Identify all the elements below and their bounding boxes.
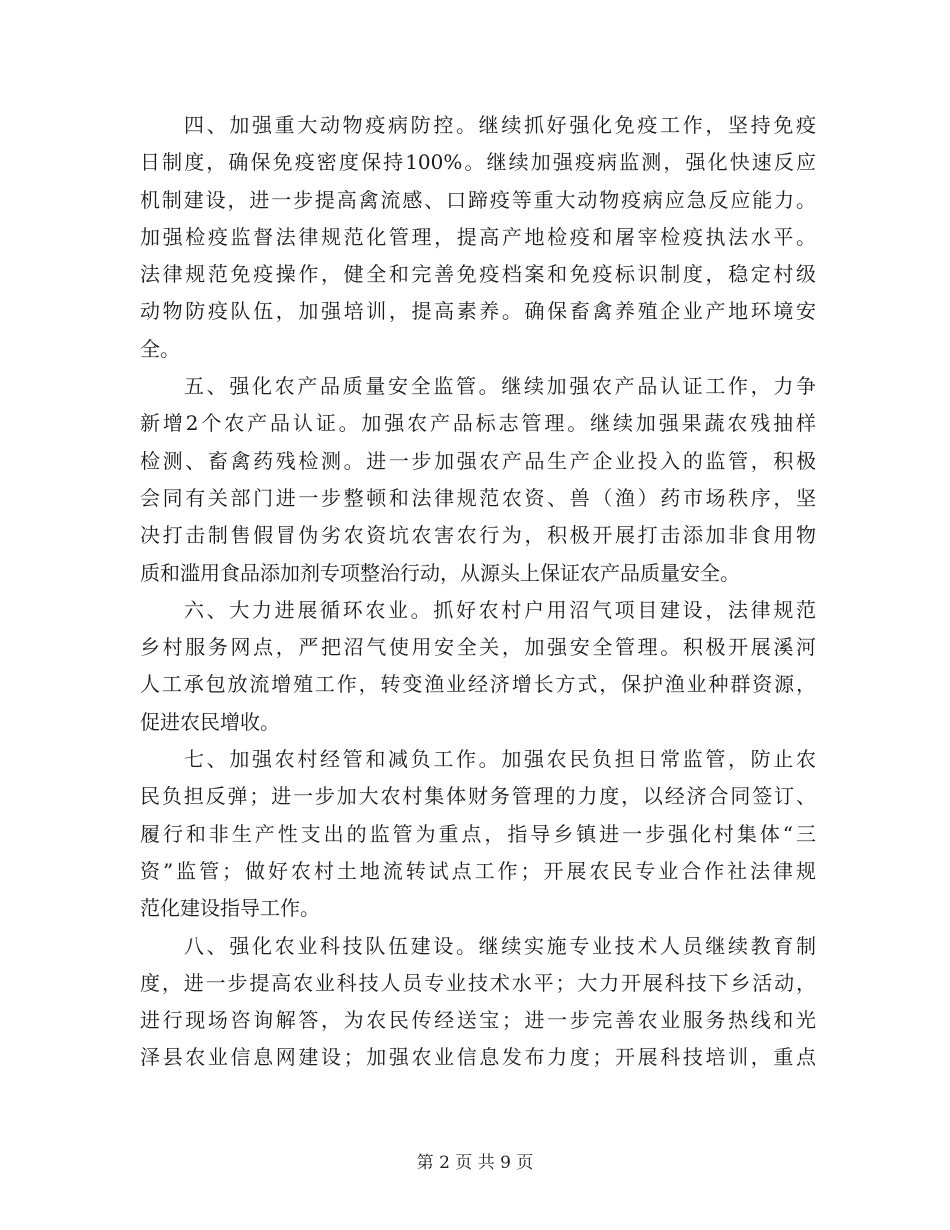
text-line: 法律规范免疫操作，健全和完善免疫档案和免疫标识制度，稳定村级 <box>140 262 816 287</box>
paragraph-rural-management <box>140 741 816 927</box>
text-line: 全。 <box>140 336 180 361</box>
text-line: 决打击制售假冒伪劣农资坑农害农行为，积极开展打击添加非食用物 <box>140 523 816 548</box>
text-line: 日制度，确保免疫密度保持100%。继续加强疫病监测，强化快速反应 <box>140 150 816 175</box>
text-line: 泽县农业信息网建设；加强农业信息发布力度；开展科技培训，重点 <box>140 1045 816 1070</box>
paragraph-tech-team <box>140 928 816 1077</box>
text-line: 会同有关部门进一步整顿和法律规范农资、兽（渔）药市场秩序，坚 <box>140 485 816 510</box>
text-line: 范化建设指导工作。 <box>140 896 320 921</box>
text-line: 检测、畜禽药残检测。进一步加强农产品生产企业投入的监管，积极 <box>140 448 816 473</box>
paragraph-circular-agriculture <box>140 592 816 741</box>
text-line: 四、加强重大动物疫病防控。继续抓好强化免疫工作，坚持免疫 <box>184 113 816 137</box>
document-body <box>140 107 816 1077</box>
text-line: 六、大力进展循环农业。抓好农村户用沼气项目建设，法律规范 <box>184 597 816 622</box>
text-line: 七、加强农村经管和减负工作。加强农民负担日常监管，防止农 <box>184 747 816 772</box>
text-line: 人工承包放流增殖工作，转变渔业经济增长方式，保护渔业种群资源， <box>140 672 816 697</box>
text-line: 民负担反弹；进一步加大农村集体财务管理的力度，以经济合同签订、 <box>140 784 816 809</box>
text-line: 促进农民增收。 <box>140 709 280 734</box>
text-line: 五、强化农产品质量安全监管。继续加强农产品认证工作，力争 <box>184 374 816 399</box>
text-line: 质和滥用食品添加剂专项整治行动，从源头上保证农产品质量安全。 <box>140 560 740 585</box>
text-line: 度，进一步提高农业科技人员专业技术水平；大力开展科技下乡活动， <box>140 970 816 995</box>
text-line: 资”监管；做好农村土地流转试点工作；开展农民专业合作社法律规 <box>140 858 816 883</box>
text-line: 乡村服务网点，严把沼气使用安全关，加强安全管理。积极开展溪河 <box>140 635 816 660</box>
text-line: 履行和非生产性支出的监管为重点，指导乡镇进一步强化村集体“三 <box>140 821 816 846</box>
text-line: 加强检疫监督法律规范化管理，提高产地检疫和屠宰检疫执法水平。 <box>140 224 816 249</box>
paragraph-animal-epidemic <box>140 107 816 368</box>
paragraph-product-safety <box>140 368 816 592</box>
text-line: 新增2个农产品认证。加强农产品标志管理。继续加强果蔬农残抽样 <box>140 411 816 436</box>
text-line: 动物防疫队伍，加强培训，提高素养。确保畜禽养殖企业产地环境安 <box>140 299 816 324</box>
page-number-footer: 第 2 页 共 9 页 <box>416 1153 534 1173</box>
text-line: 八、强化农业科技队伍建设。继续实施专业技术人员继续教育制 <box>184 933 816 958</box>
text-line: 机制建设，进一步提高禽流感、口蹄疫等重大动物疫病应急反应能力。 <box>140 187 816 212</box>
text-line: 进行现场咨询解答，为农民传经送宝；进一步完善农业服务热线和光 <box>140 1008 816 1033</box>
